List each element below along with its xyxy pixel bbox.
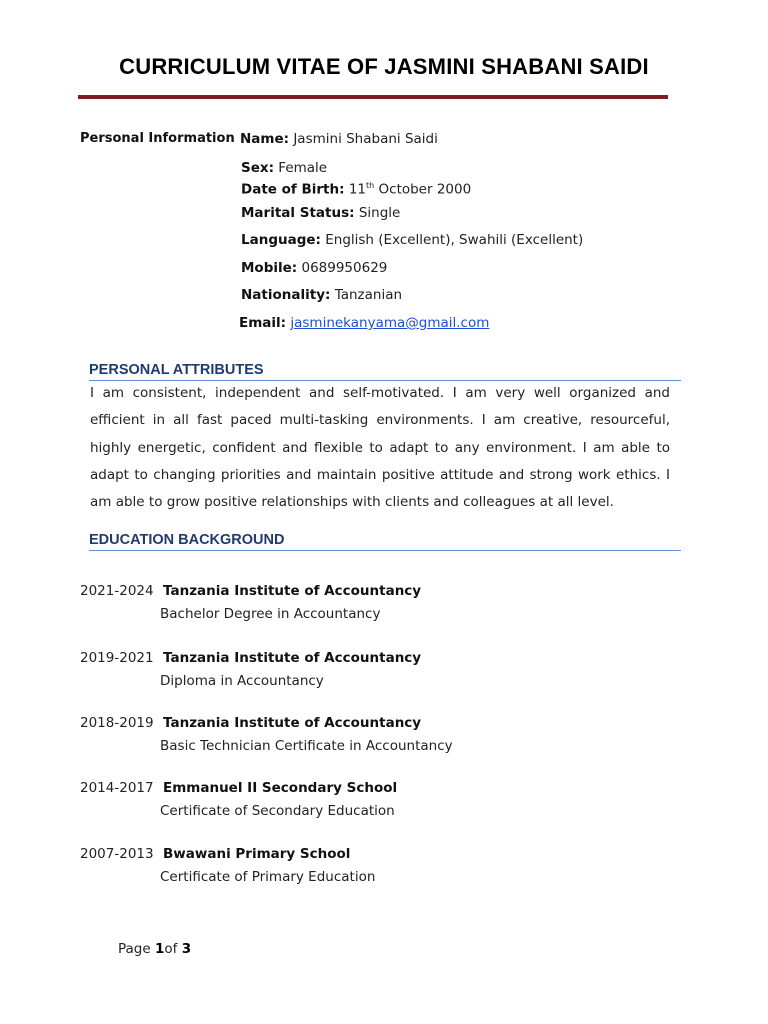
page-prefix: Page (118, 941, 155, 957)
language-value: English (Excellent), Swahili (Excellent) (325, 232, 584, 248)
name-label: Name: (240, 131, 290, 147)
email-label: Email: (239, 315, 287, 331)
page-number-footer (118, 941, 191, 957)
nationality-value: Tanzanian (334, 287, 403, 303)
sex-value: Female (278, 160, 328, 176)
education-school: Emmanuel II Secondary School (163, 780, 398, 796)
education-entry (0, 650, 768, 700)
total-pages: 3 (181, 941, 192, 957)
education-entry (0, 780, 768, 830)
email-link[interactable]: jasminekanyama@gmail.com (290, 315, 490, 331)
marital-status-value: Single (358, 205, 401, 221)
date-of-birth-label: Date of Birth: (241, 181, 345, 198)
education-divider (89, 550, 681, 551)
education-entry (0, 715, 768, 765)
education-school: Tanzania Institute of Accountancy (163, 583, 422, 599)
education-school: Tanzania Institute of Accountancy (163, 715, 422, 731)
page-of: of (164, 941, 182, 957)
education-qualification: Certificate of Secondary Education (160, 803, 395, 819)
personal-attributes-heading: PERSONAL ATTRIBUTES (89, 362, 264, 378)
nationality-row (241, 287, 402, 303)
date-of-birth-row (241, 181, 471, 198)
date-of-birth-suffix: th (366, 181, 375, 190)
education-school: Bwawani Primary School (163, 846, 351, 862)
name-row (240, 131, 438, 147)
education-years: 2018-2019 (80, 715, 154, 731)
education-qualification: Certificate of Primary Education (160, 869, 376, 885)
education-qualification: Diploma in Accountancy (160, 673, 324, 689)
education-entry (0, 583, 768, 633)
personal-information-label: Personal Information (80, 131, 235, 146)
education-qualification: Bachelor Degree in Accountancy (160, 606, 381, 622)
marital-status-row (241, 205, 400, 221)
sex-label: Sex: (241, 160, 274, 176)
education-entry (0, 846, 768, 896)
education-years: 2019-2021 (80, 650, 154, 666)
marital-status-label: Marital Status: (241, 205, 355, 221)
education-qualification: Basic Technician Certificate in Accountancy (160, 738, 453, 754)
language-label: Language: (241, 232, 321, 248)
date-of-birth-day: 11 (348, 181, 366, 198)
education-school: Tanzania Institute of Accountancy (163, 650, 422, 666)
date-of-birth-rest: October 2000 (378, 181, 472, 198)
language-row (241, 232, 583, 248)
education-years: 2021-2024 (80, 583, 154, 599)
mobile-value: 0689950629 (301, 260, 388, 276)
personal-attributes-text: I am consistent, independent and self-motivated. I am very well organized and efficient in all fast paced multi-tasking environments. I am creative, resourceful, highly energetic, confident and flexible to adapt to any environment. I am able to adapt to changing priorities and maintain positive attitude and strong work ethics. I am able to grow positive relationships with clients and colleagues at all level. (90, 385, 670, 511)
education-years: 2007-2013 (80, 846, 154, 862)
title-divider (78, 95, 668, 99)
education-years: 2014-2017 (80, 780, 154, 796)
page-title: CURRICULUM VITAE OF JASMINI SHABANI SAIDI (119, 54, 649, 79)
mobile-label: Mobile: (241, 260, 298, 276)
education-heading: EDUCATION BACKGROUND (89, 532, 285, 548)
mobile-row (241, 260, 387, 276)
email-row (239, 315, 489, 331)
nationality-label: Nationality: (241, 287, 331, 303)
sex-row (241, 160, 327, 176)
name-value: Jasmini Shabani Saidi (289, 131, 438, 147)
current-page: 1 (154, 941, 165, 957)
